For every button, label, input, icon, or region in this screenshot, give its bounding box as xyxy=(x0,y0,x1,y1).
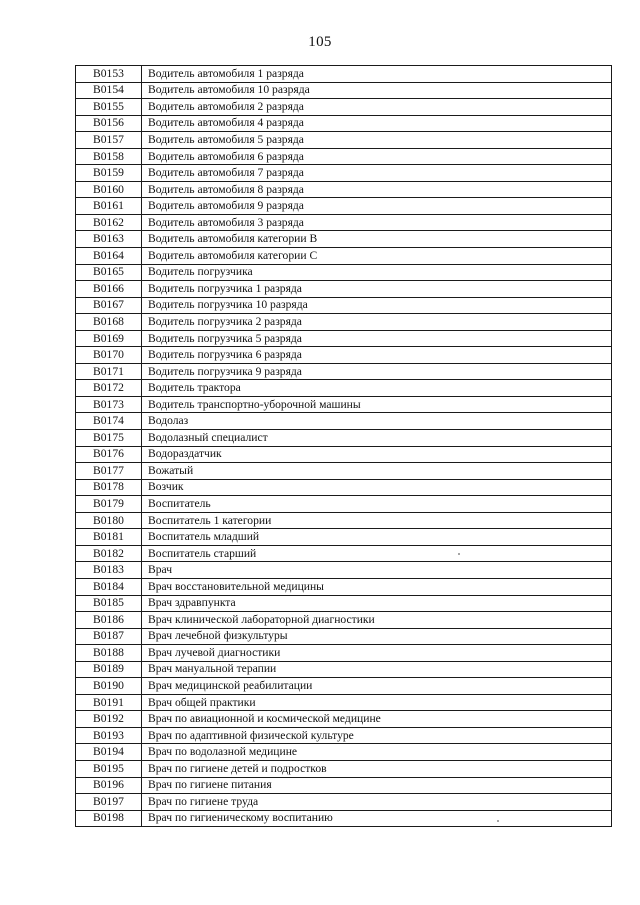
occupation-title: Водитель автомобиля 6 разряда xyxy=(142,148,612,165)
occupation-title: Водолазный специалист xyxy=(142,430,612,447)
occupation-code: B0172 xyxy=(76,380,142,397)
table-row xyxy=(76,297,612,314)
occupation-title: Водитель автомобиля 3 разряда xyxy=(142,214,612,231)
occupation-title: Врач по гигиене труда xyxy=(142,794,612,811)
occupation-code: B0170 xyxy=(76,347,142,364)
occupation-code: B0180 xyxy=(76,512,142,529)
occupation-title: Врач xyxy=(142,562,612,579)
occupation-title: Водораздатчик xyxy=(142,446,612,463)
table-row xyxy=(76,198,612,215)
occupation-code: B0168 xyxy=(76,314,142,331)
occupation-title: Врач клинической лабораторной диагностики xyxy=(142,612,612,629)
table-row xyxy=(76,578,612,595)
occupation-code: B0161 xyxy=(76,198,142,215)
occupation-code: B0165 xyxy=(76,264,142,281)
occupation-title: Врач по гигиене питания xyxy=(142,777,612,794)
occupation-title: Водитель автомобиля 10 разряда xyxy=(142,82,612,99)
occupation-code: B0179 xyxy=(76,496,142,513)
table-row xyxy=(76,760,612,777)
occupation-title: Возчик xyxy=(142,479,612,496)
occupation-title: Вожатый xyxy=(142,463,612,480)
occupation-code: B0182 xyxy=(76,545,142,562)
occupation-title: Врач по водолазной медицине xyxy=(142,744,612,761)
occupation-code: B0169 xyxy=(76,330,142,347)
occupation-title: Водитель погрузчика 5 разряда xyxy=(142,330,612,347)
occupation-title: Врач по адаптивной физической культуре xyxy=(142,727,612,744)
occupation-code: B0171 xyxy=(76,363,142,380)
occupation-title: Водитель погрузчика 2 разряда xyxy=(142,314,612,331)
occupation-title: Врач медицинской реабилитации xyxy=(142,678,612,695)
table-row xyxy=(76,248,612,265)
occupation-code: B0197 xyxy=(76,794,142,811)
occupation-code: B0194 xyxy=(76,744,142,761)
table-row xyxy=(76,214,612,231)
occupation-title: Водитель автомобиля 5 разряда xyxy=(142,132,612,149)
occupation-title: Водитель автомобиля 1 разряда xyxy=(142,66,612,83)
occupation-code: B0174 xyxy=(76,413,142,430)
occupation-title: Водитель автомобиля категории C xyxy=(142,248,612,265)
occupation-title: Воспитатель младший xyxy=(142,529,612,546)
occupation-title: Водитель автомобиля 7 разряда xyxy=(142,165,612,182)
occupation-code: B0173 xyxy=(76,396,142,413)
table-row xyxy=(76,181,612,198)
occupation-code: B0158 xyxy=(76,148,142,165)
occupation-code: B0167 xyxy=(76,297,142,314)
occupation-code: B0191 xyxy=(76,694,142,711)
occupation-title: Врач по гигиеническому воспитанию xyxy=(142,810,612,827)
occupation-code: B0186 xyxy=(76,612,142,629)
occupation-title: Водитель погрузчика xyxy=(142,264,612,281)
occupation-code: B0177 xyxy=(76,463,142,480)
table-row xyxy=(76,628,612,645)
table-row xyxy=(76,380,612,397)
table-row xyxy=(76,529,612,546)
occupation-code: B0155 xyxy=(76,99,142,116)
occupation-code: B0159 xyxy=(76,165,142,182)
table-row xyxy=(76,595,612,612)
occupation-code: B0164 xyxy=(76,248,142,265)
table-row xyxy=(76,82,612,99)
occupation-title: Воспитатель старший xyxy=(142,545,612,562)
occupation-code: B0187 xyxy=(76,628,142,645)
occupation-code: B0178 xyxy=(76,479,142,496)
occupation-code: B0153 xyxy=(76,66,142,83)
occupation-title: Врач мануальной терапии xyxy=(142,661,612,678)
table-row xyxy=(76,777,612,794)
table-row xyxy=(76,396,612,413)
occupation-code: B0185 xyxy=(76,595,142,612)
occupation-code: B0166 xyxy=(76,281,142,298)
table-row xyxy=(76,148,612,165)
table-row xyxy=(76,810,612,827)
occupation-code: B0192 xyxy=(76,711,142,728)
table-row xyxy=(76,430,612,447)
occupation-title: Водитель транспортно-уборочной машины xyxy=(142,396,612,413)
occupation-title: Врач восстановительной медицины xyxy=(142,578,612,595)
occupation-title: Врач лечебной физкультуры xyxy=(142,628,612,645)
occupation-title: Водитель погрузчика 6 разряда xyxy=(142,347,612,364)
occupation-title: Водитель автомобиля 8 разряда xyxy=(142,181,612,198)
table-row xyxy=(76,99,612,116)
occupation-code: B0157 xyxy=(76,132,142,149)
table-row xyxy=(76,463,612,480)
occupation-title: Водитель автомобиля 9 разряда xyxy=(142,198,612,215)
table-row xyxy=(76,694,612,711)
occupation-code: B0198 xyxy=(76,810,142,827)
table-row xyxy=(76,115,612,132)
scan-speck xyxy=(458,553,460,555)
table-row xyxy=(76,545,612,562)
occupation-code: B0176 xyxy=(76,446,142,463)
table-row xyxy=(76,744,612,761)
occupation-code: B0160 xyxy=(76,181,142,198)
occupation-title: Врач лучевой диагностики xyxy=(142,645,612,662)
table-row xyxy=(76,562,612,579)
occupation-code: B0195 xyxy=(76,760,142,777)
occupation-code: B0189 xyxy=(76,661,142,678)
occupation-code: B0183 xyxy=(76,562,142,579)
occupation-title: Водолаз xyxy=(142,413,612,430)
occupation-title: Водитель автомобиля категории B xyxy=(142,231,612,248)
table-row xyxy=(76,66,612,83)
table-row xyxy=(76,132,612,149)
occupation-code: B0193 xyxy=(76,727,142,744)
occupation-code-table xyxy=(75,65,612,827)
table-row xyxy=(76,678,612,695)
occupation-title: Водитель погрузчика 10 разряда xyxy=(142,297,612,314)
occupation-code: B0196 xyxy=(76,777,142,794)
occupation-code: B0154 xyxy=(76,82,142,99)
occupation-title: Водитель автомобиля 4 разряда xyxy=(142,115,612,132)
occupation-code: B0188 xyxy=(76,645,142,662)
table-row xyxy=(76,711,612,728)
occupation-title: Водитель погрузчика 9 разряда xyxy=(142,363,612,380)
occupation-title: Водитель трактора xyxy=(142,380,612,397)
occupation-title: Воспитатель 1 категории xyxy=(142,512,612,529)
occupation-title: Воспитатель xyxy=(142,496,612,513)
table-body xyxy=(76,66,612,827)
occupation-title: Водитель погрузчика 1 разряда xyxy=(142,281,612,298)
occupation-code: B0181 xyxy=(76,529,142,546)
table-row xyxy=(76,363,612,380)
table-row xyxy=(76,512,612,529)
page-number: 105 xyxy=(308,34,332,50)
table-row xyxy=(76,165,612,182)
table-row xyxy=(76,314,612,331)
occupation-title: Врач по гигиене детей и подростков xyxy=(142,760,612,777)
occupation-code: B0190 xyxy=(76,678,142,695)
scan-speck xyxy=(497,820,499,822)
occupation-code: B0175 xyxy=(76,430,142,447)
table-row xyxy=(76,645,612,662)
occupation-title: Врач здравпункта xyxy=(142,595,612,612)
table-row xyxy=(76,446,612,463)
table-row xyxy=(76,231,612,248)
table-row xyxy=(76,727,612,744)
table-row xyxy=(76,496,612,513)
table-row xyxy=(76,330,612,347)
occupation-title: Водитель автомобиля 2 разряда xyxy=(142,99,612,116)
table-row xyxy=(76,347,612,364)
occupation-title: Врач по авиационной и космической медицине xyxy=(142,711,612,728)
table-row xyxy=(76,281,612,298)
table-row xyxy=(76,612,612,629)
table-row xyxy=(76,479,612,496)
occupation-code: B0184 xyxy=(76,578,142,595)
occupation-code: B0163 xyxy=(76,231,142,248)
occupation-code: B0162 xyxy=(76,214,142,231)
occupation-code: B0156 xyxy=(76,115,142,132)
table-row xyxy=(76,794,612,811)
table-row xyxy=(76,661,612,678)
occupation-title: Врач общей практики xyxy=(142,694,612,711)
table-row xyxy=(76,264,612,281)
table-row xyxy=(76,413,612,430)
